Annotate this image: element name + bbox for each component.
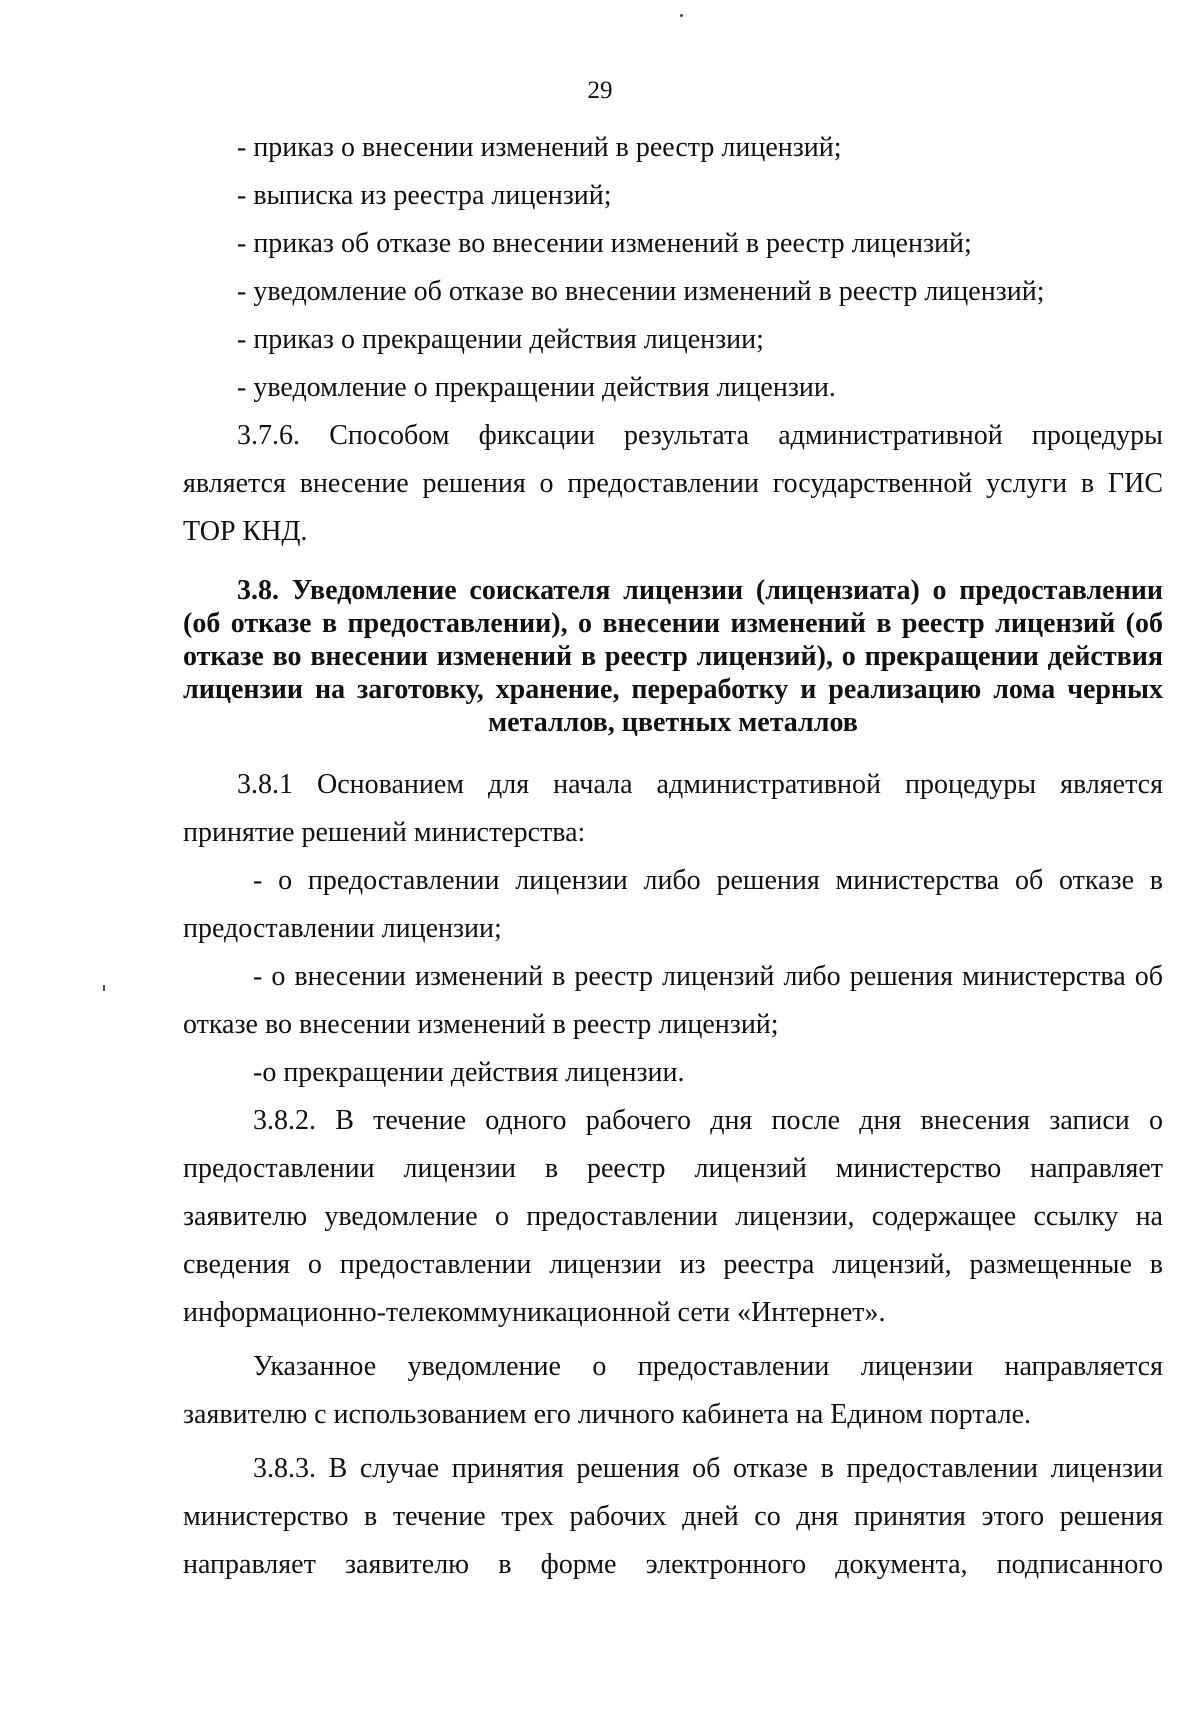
paragraph-line: 3.8.2. В течение одного рабочего дня после дня внесения записи о [253,1105,1163,1136]
paragraph-line: 3.8.1 Основанием для начала административной процедуры является [237,769,1163,800]
list-item: -о прекращении действия лицензии. [253,1057,685,1088]
result-list [183,124,1163,412]
section-heading-3-8 [183,574,1163,739]
paragraph-line: 3.8.3. В случае принятия решения об отказе в предоставлении лицензии [253,1453,1163,1484]
paragraph-3-8-2 [183,1097,1163,1337]
list-item: отказе во внесении изменений в реестр лицензий; [183,1009,779,1040]
paragraph-3-7-6 [183,412,1163,556]
paragraph-line: сведения о предоставлении лицензии из реестра лицензий, размещенные в [183,1249,1163,1280]
paragraph-line: принятие решений министерства: [183,817,586,848]
paragraph-line: Указанное уведомление о предоставлении лицензии направляется [253,1351,1163,1382]
list-item: предоставлении лицензии; [183,913,502,944]
decision-list [183,857,1163,1097]
list-item: - о внесении изменений в реестр лицензий либо решения министерства об [253,961,1163,992]
scan-mark [680,14,683,17]
list-item: - приказ о прекращении действия лицензии; [237,324,764,355]
heading-line: металлов, цветных металлов [488,707,858,738]
heading-line: отказе во внесении изменений в реестр лицензий), о прекращении действия [183,641,1163,672]
paragraph-line: 3.7.6. Способом фиксации результата административной процедуры [237,420,1163,451]
list-item: - приказ об отказе во внесении изменений в реестр лицензий; [237,228,972,259]
paragraph-line: является внесение решения о предоставлении государственной услуги в ГИС [183,468,1163,499]
paragraph-line: направляет заявителю в форме электронного документа, подписанного [183,1549,1163,1580]
paragraph-line: министерство в течение трех рабочих дней со дня принятия этого решения [183,1501,1163,1532]
document-body [183,124,1163,1589]
paragraph-3-8-1 [183,761,1163,857]
paragraph-line: информационно-телекоммуникационной сети «Интернет». [183,1297,886,1328]
paragraph-3-8-2-notice [183,1343,1163,1439]
scan-mark [103,985,105,991]
heading-line: лицензии на заготовку, хранение, переработку и реализацию лома черных [183,674,1163,705]
paragraph-line: заявителю с использованием его личного кабинета на Едином портале. [183,1399,1032,1430]
paragraph-line: предоставлении лицензии в реестр лицензий министерство направляет [183,1153,1163,1184]
paragraph-3-8-3 [183,1445,1163,1589]
paragraph-line: ТОР КНД. [183,516,308,547]
heading-line: 3.8. Уведомление соискателя лицензии (лицензиата) о предоставлении [237,575,1163,606]
list-item: - выписка из реестра лицензий; [237,180,612,211]
list-item: - уведомление о прекращении действия лицензии. [237,372,836,403]
paragraph-line: заявителю уведомление о предоставлении лицензии, содержащее ссылку на [183,1201,1163,1232]
list-item: - о предоставлении лицензии либо решения министерства об отказе в [253,865,1163,896]
heading-line: (об отказе в предоставлении), о внесении изменений в реестр лицензий (об [183,608,1163,639]
page-number: 29 [587,77,613,104]
list-item: - уведомление об отказе во внесении изменений в реестр лицензий; [237,276,1045,307]
list-item: - приказ о внесении изменений в реестр лицензий; [237,132,842,163]
